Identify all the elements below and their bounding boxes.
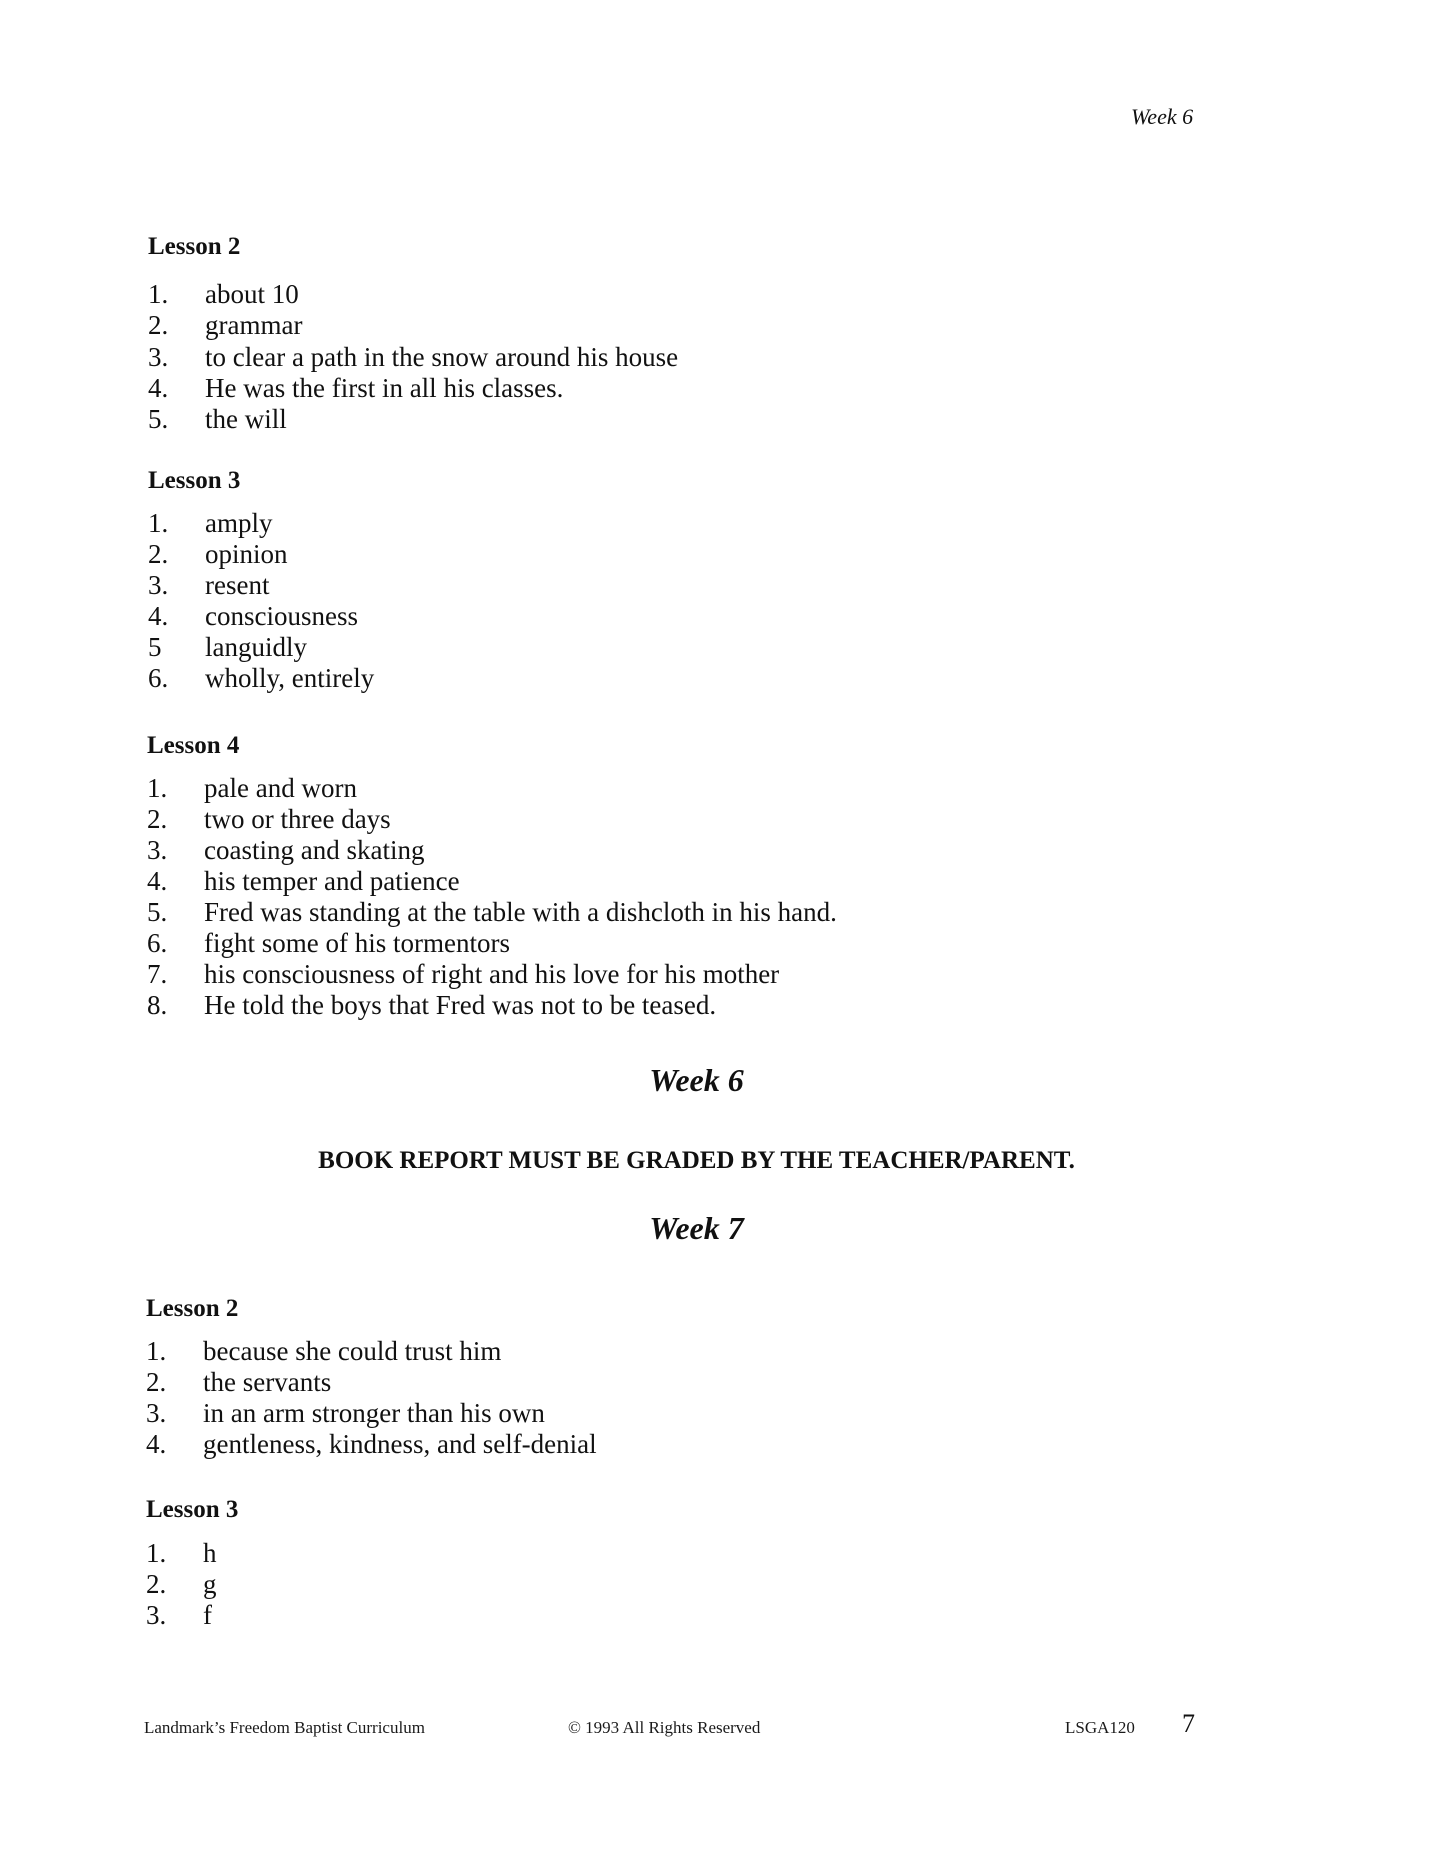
item-number: 3. <box>147 835 168 865</box>
item-number: 6. <box>148 663 169 693</box>
item-answer: to clear a path in the snow around his house <box>205 342 679 372</box>
item-number: 5. <box>147 897 168 927</box>
item-answer: about 10 <box>205 279 299 309</box>
item-number: 1. <box>146 1336 167 1366</box>
item-answer: two or three days <box>204 804 391 834</box>
item-number: 1. <box>147 773 168 803</box>
item-answer: fight some of his tormentors <box>204 928 510 958</box>
page-number: 7 <box>1182 1709 1195 1738</box>
lesson-heading: Lesson 3 <box>146 1496 239 1523</box>
lesson-heading: Lesson 3 <box>148 467 241 494</box>
item-number: 4. <box>148 373 169 403</box>
item-answer: gentleness, kindness, and self-denial <box>203 1429 597 1459</box>
week-7-title: Week 7 <box>649 1210 744 1246</box>
item-answer: the will <box>205 404 287 434</box>
item-answer: languidly <box>205 632 307 662</box>
item-number: 2. <box>147 804 168 834</box>
item-answer: pale and worn <box>204 773 357 803</box>
item-number: 5 <box>148 632 162 662</box>
item-number: 2. <box>146 1569 167 1599</box>
item-number: 3. <box>146 1600 167 1630</box>
item-number: 3. <box>148 342 169 372</box>
item-number: 1. <box>146 1538 167 1568</box>
footer-copyright: © 1993 All Rights Reserved <box>568 1718 761 1737</box>
running-header: Week 6 <box>1131 104 1194 129</box>
item-answer: his consciousness of right and his love for his mother <box>204 959 780 989</box>
footer-publisher: Landmark’s Freedom Baptist Curriculum <box>144 1718 425 1737</box>
item-answer: wholly, entirely <box>205 663 375 693</box>
item-number: 2. <box>148 539 169 569</box>
item-answer: coasting and skating <box>204 835 425 865</box>
item-number: 2. <box>148 310 169 340</box>
item-number: 2. <box>146 1367 167 1397</box>
item-number: 6. <box>147 928 168 958</box>
lesson-heading: Lesson 2 <box>148 233 241 260</box>
item-answer: g <box>203 1569 217 1599</box>
item-number: 7. <box>147 959 168 989</box>
item-answer: opinion <box>205 539 288 569</box>
item-answer: in an arm stronger than his own <box>203 1398 545 1428</box>
item-answer: He told the boys that Fred was not to be teased. <box>204 990 717 1020</box>
item-answer: h <box>203 1538 217 1568</box>
item-answer: consciousness <box>205 601 358 631</box>
footer-code: LSGA120 <box>1065 1718 1135 1737</box>
item-answer: grammar <box>205 310 303 340</box>
item-answer: resent <box>205 570 270 600</box>
item-number: 4. <box>147 866 168 896</box>
item-answer: amply <box>205 508 273 538</box>
item-answer: He was the first in all his classes. <box>205 373 564 403</box>
lesson-heading: Lesson 2 <box>146 1295 239 1322</box>
item-number: 1. <box>148 279 169 309</box>
item-number: 4. <box>146 1429 167 1459</box>
item-number: 3. <box>148 570 169 600</box>
lesson-heading: Lesson 4 <box>147 732 240 759</box>
item-answer: because she could trust him <box>203 1336 502 1366</box>
item-answer: his temper and patience <box>204 866 460 896</box>
item-number: 3. <box>146 1398 167 1428</box>
week-6-title: Week 6 <box>649 1062 744 1098</box>
book-report-notice: BOOK REPORT MUST BE GRADED BY THE TEACHER/PARENT. <box>318 1147 1075 1174</box>
item-number: 4. <box>148 601 169 631</box>
item-answer: the servants <box>203 1367 332 1397</box>
item-number: 5. <box>148 404 169 434</box>
item-answer: f <box>203 1600 212 1630</box>
item-number: 8. <box>147 990 168 1020</box>
item-answer: Fred was standing at the table with a dishcloth in his hand. <box>204 897 837 927</box>
item-number: 1. <box>148 508 169 538</box>
